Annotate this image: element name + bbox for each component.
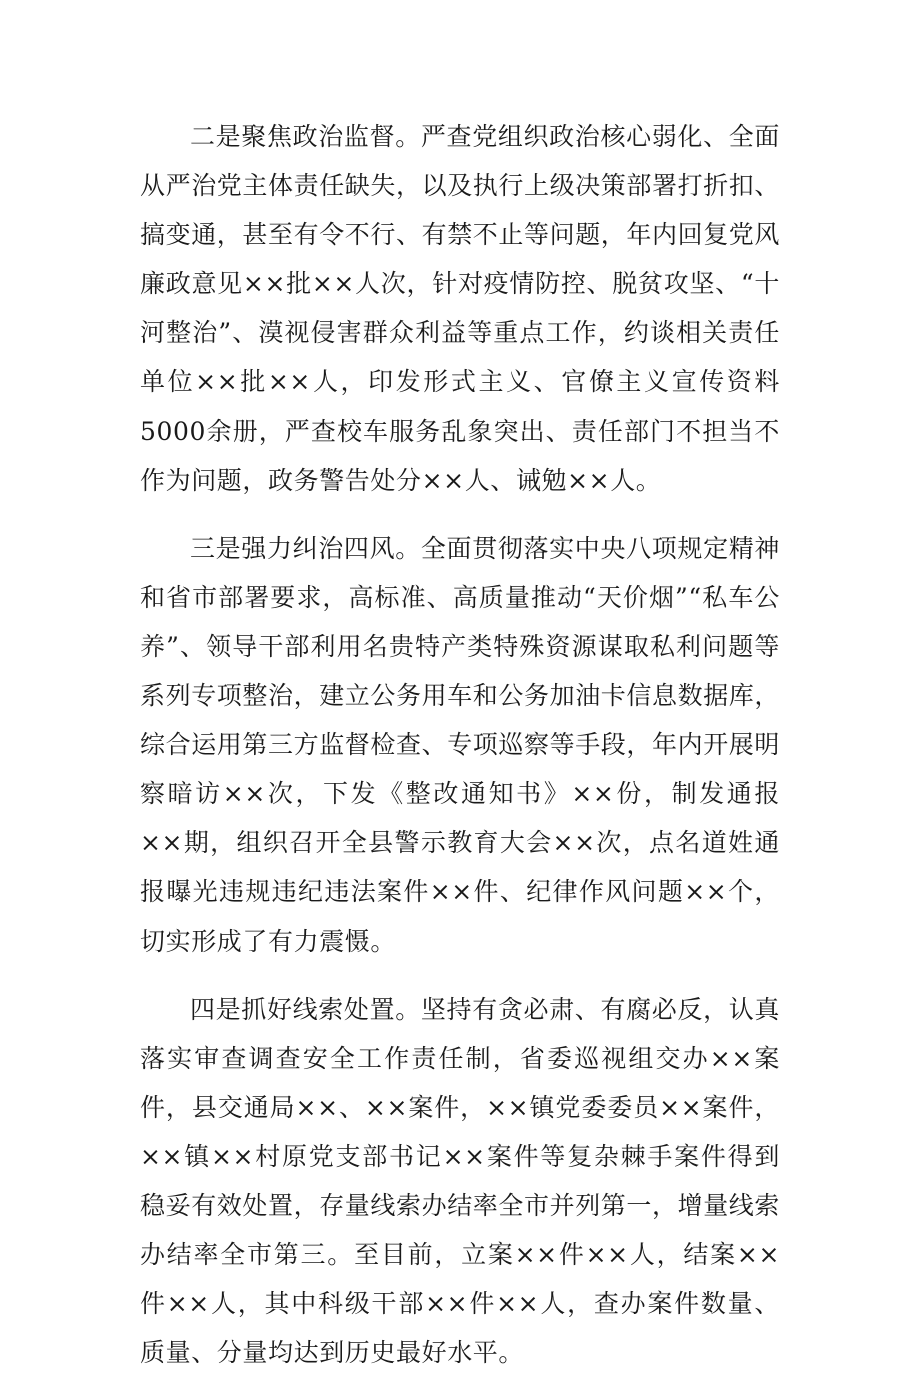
- paragraph-clue-handling: 四是抓好线索处置。坚持有贪必肃、有腐必反，认真落实审查调查安全工作责任制，省委巡视组交办××案件，县交通局××、××案件，××镇党委委员××案件，××镇××村原党支部书记××案件等复杂棘手案件得到稳妥有效处置，存量线索办结率全市并列第一，增量线索办结率全市第三。至目前，立案××件××人，结案××件××人，其中科级干部××件××人，查办案件数量、质量、分量均达到历史最好水平。: [140, 994, 781, 1368]
- document-body: [140, 112, 780, 1393]
- paragraph-political-supervision: 二是聚焦政治监督。严查党组织政治核心弱化、全面从严治党主体责任缺失，以及执行上级决策部署打折扣、搞变通，甚至有令不行、有禁不止等问题，年内回复党风廉政意见××批××人次，针对疫情防控、脱贫攻坚、“十河整治”、漠视侵害群众利益等重点工作，约谈相关责任单位××批××人，印发形式主义、官僚主义宣传资料5000余册，严查校车服务乱象突出、责任部门不担当不作为问题，政务警告处分××人、诫勉××人。: [140, 122, 781, 495]
- paragraph-four-winds: 三是强力纠治四风。全面贯彻落实中央八项规定精神和省市部署要求，高标准、高质量推动“天价烟”“私车公养”、领导干部利用名贵特产类特殊资源谋取私利问题等系列专项整治，建立公务用车和公务加油卡信息数据库，综合运用第三方监督检查、专项巡察等手段，年内开展明察暗访××次，下发《整改通知书》××份，制发通报××期，组织召开全县警示教育大会××次，点名道姓通报曝光违规违纪违法案件××件、纪律作风问题××个，切实形成了有力震慑。: [140, 533, 781, 956]
